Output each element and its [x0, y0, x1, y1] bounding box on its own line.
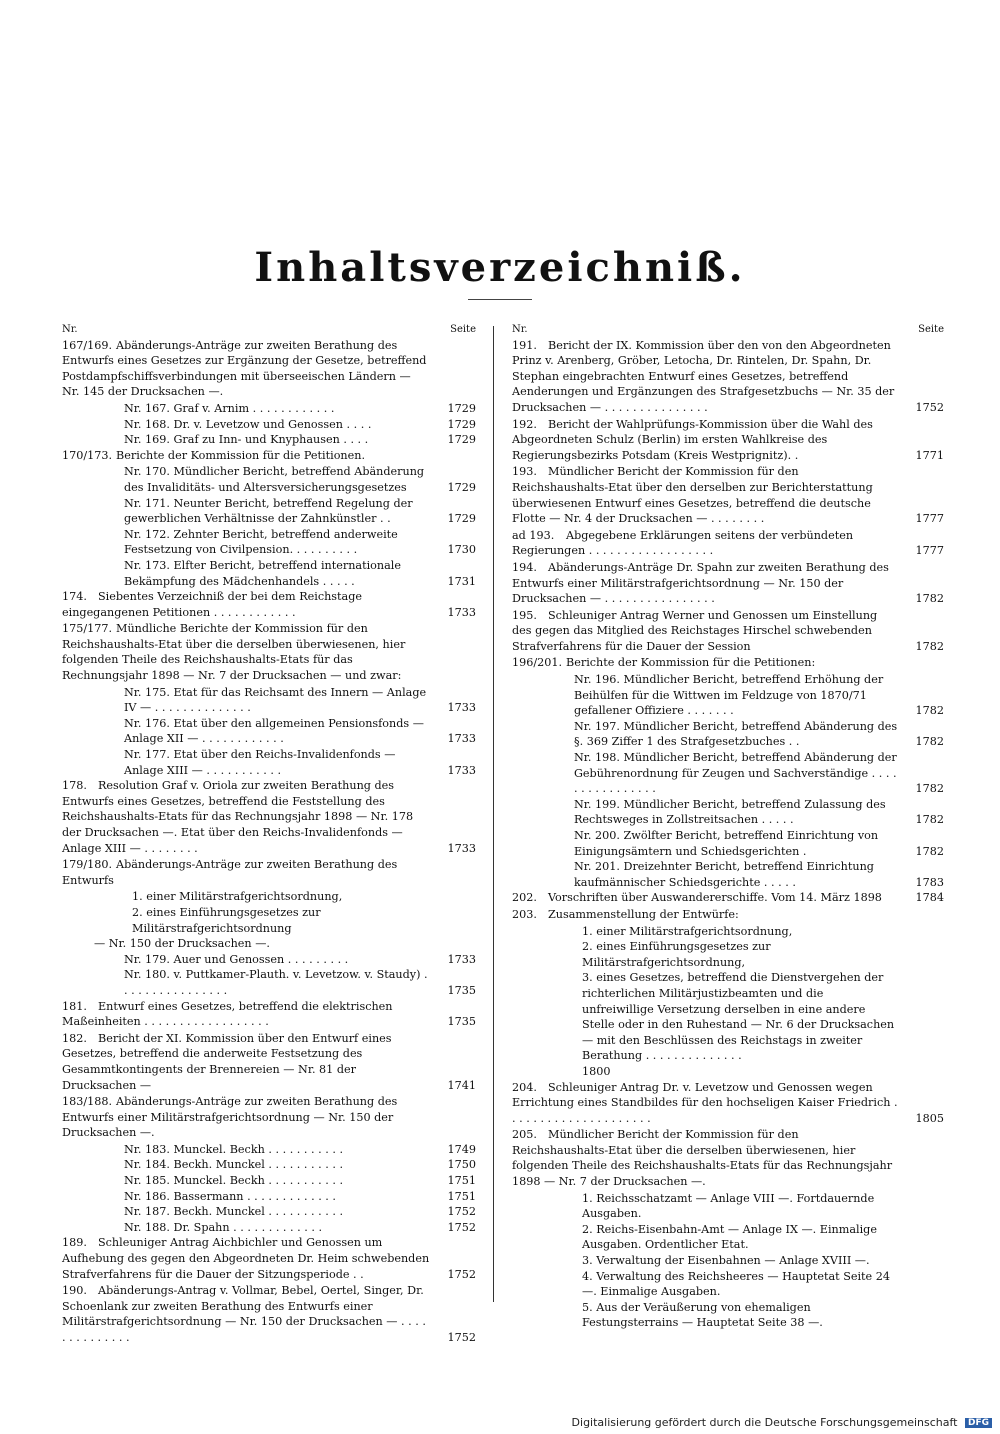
toc-sub-entry: [124, 432, 476, 448]
entry-text: 2. eines Einführungsgesetzes zur Militärstrafgerichtsordnung,: [582, 940, 771, 969]
entry-text: Bericht der Wahlprüfungs-Kommission über die Wahl des Abgeordneten Schulz (Berlin) im ersten Wahlkreise des Regierungsbezirks Potsdam (Kreis Westprignitz). .: [512, 417, 873, 462]
entry-text: Zusammenstellung der Entwürfe:: [548, 907, 739, 921]
toc-entry: [512, 528, 944, 559]
toc-sub-entry: [574, 719, 944, 750]
entry-page: 1771: [915, 448, 944, 462]
entry-text: Nr. 172. Zehnter Bericht, betreffend anderweite Festsetzung von Civilpension. . . . . . . . . .: [124, 527, 398, 557]
toc-entry: [62, 1094, 476, 1141]
toc-entry: [62, 1031, 476, 1093]
toc-entry: [62, 857, 476, 888]
entry-page: 1729: [447, 480, 476, 494]
entry-number: 167/169.: [62, 338, 113, 352]
toc-sub-entry: [124, 558, 476, 589]
entry-page: 1729: [447, 512, 476, 526]
entry-text: — Nr. 150 der Drucksachen —.: [94, 937, 270, 951]
entry-page: 1733: [447, 841, 476, 855]
entry-text: Schleuniger Antrag Werner und Genossen um Einstellung des gegen das Mitglied des Reichstages Hirschel schwebenden Strafverfahrens für die Dauer der Session: [512, 608, 878, 653]
entry-page: 1731: [447, 574, 476, 588]
entry-text: Nr. 171. Neunter Bericht, betreffend Regelung der gewerblichen Verhältnisse der Zahnkünstler . .: [124, 496, 413, 526]
entry-page: 1782: [915, 704, 944, 718]
entry-number: 181.: [62, 999, 87, 1013]
entry-page: 1784: [915, 891, 944, 905]
toc-sub-item: [582, 1253, 944, 1269]
entry-text: 1. einer Militärstrafgerichtsordnung,: [582, 924, 793, 938]
entry-text: Vorschriften über Auswandererschiffe. Vom 14. März 1898: [548, 891, 882, 905]
entry-text: Abänderungs-Anträge Dr. Spahn zur zweiten Berathung des Entwurfs einer Militärstrafgerichtsordnung — Nr. 150 der Drucksachen — . . . . . . . . . . . . . . . .: [512, 560, 889, 606]
toc-sub-entry: [124, 1189, 476, 1205]
toc-sub-item: [132, 889, 476, 905]
toc-sub-entry: [574, 797, 944, 828]
seite-header: Seite: [450, 324, 476, 335]
toc-entry: [62, 621, 476, 683]
entry-number: 205.: [512, 1128, 537, 1142]
entry-text: Nr. 173. Elfter Bericht, betreffend internationale Bekämpfung des Mädchenhandels . . . . .: [124, 558, 401, 588]
toc-sub-entry: [124, 1204, 476, 1220]
entry-text: Nr. 196. Mündlicher Bericht, betreffend Erhöhung der Beihülfen für die Wittwen im Feldzuge von 1870/71 gefallener Offiziere . . . . . . .: [574, 673, 884, 718]
entry-text: 1. einer Militärstrafgerichtsordnung,: [132, 890, 343, 904]
entry-text: Nr. 180. v. Puttkamer-Plauth. v. Levetzow. v. Staudy) . . . . . . . . . . . . . . . .: [124, 968, 428, 997]
entry-page: 1751: [447, 1189, 476, 1203]
toc-sub-entry: [124, 527, 476, 558]
entry-text: Nr. 185. Munckel. Beckh . . . . . . . . . . .: [124, 1174, 344, 1188]
toc-sub-item: [582, 939, 944, 970]
entry-number: 182.: [62, 1031, 87, 1045]
toc-entry: [512, 338, 944, 416]
toc-entry: [512, 907, 944, 923]
column-divider: [493, 326, 494, 1302]
entry-page: 1782: [915, 844, 944, 858]
entry-text: Nr. 176. Etat über den allgemeinen Pensionsfonds — Anlage XII — . . . . . . . . . . . .: [124, 716, 424, 746]
footer-credit: [572, 1416, 992, 1429]
entry-text: Bericht der XI. Kommission über den Entwurf eines Gesetzes, betreffend die anderweite Festsetzung des Gesammtkontingents der Brennereien — Nr. 81 der Drucksachen —: [62, 1031, 392, 1092]
entry-page: 1783: [915, 875, 944, 889]
title-divider: [468, 299, 532, 300]
entry-number: 175/177.: [62, 622, 113, 636]
toc-entry: [62, 589, 476, 620]
entry-text: Resolution Graf v. Oriola zur zweiten Berathung des Entwurfs eines Gesetzes, betreffend die Feststellung des Reichshaushalts-Etats für das Rechnungsjahr 1898 — Nr. 178 der Drucksachen —. Etat über den Reichs-Invalidenfonds — Anlage XIII — . . . . . . . .: [62, 779, 414, 855]
entry-number: 193.: [512, 465, 537, 479]
entry-text: Entwurf eines Gesetzes, betreffend die elektrischen Maßeinheiten . . . . . . . . . . . . . . . . . .: [62, 999, 393, 1029]
toc-entry: [512, 890, 944, 906]
entry-page: 1730: [447, 543, 476, 557]
entry-text: Nr. 201. Dreizehnter Bericht, betreffend Einrichtung kaufmännischer Schiedsgerichte . . . . .: [574, 860, 874, 889]
page-title: Inhaltsverzeichniß.: [254, 244, 746, 291]
toc-entry: [512, 1080, 944, 1127]
toc-sub-item: [582, 970, 944, 1079]
toc-sub-item: [582, 1300, 944, 1331]
toc-sub-entry: [94, 936, 476, 952]
toc-sub-entry: [124, 464, 476, 495]
toc-entry: [512, 464, 944, 526]
toc-sub-item: [582, 924, 944, 940]
entry-page: 1782: [915, 782, 944, 796]
entry-page: 1735: [447, 1015, 476, 1029]
entry-text: Abänderungs-Anträge zur zweiten Berathung des Entwurfs: [62, 858, 398, 887]
toc-entry: [512, 560, 944, 607]
entry-page: 1733: [447, 732, 476, 746]
entry-page: 1782: [915, 735, 944, 749]
entry-number: 174.: [62, 590, 87, 604]
entry-page: 1782: [915, 813, 944, 827]
entry-page: 1749: [447, 1142, 476, 1156]
entry-page: 1733: [447, 952, 476, 966]
entry-text: Nr. 170. Mündlicher Bericht, betreffend Abänderung des Invaliditäts- und Altersversicherungsgesetzes: [124, 465, 425, 494]
entry-text: 1. Reichsschatzamt — Anlage VIII —. Fortdauernde Ausgaben.: [582, 1191, 875, 1221]
toc-entry: [512, 1127, 944, 1189]
entry-number: 204.: [512, 1080, 537, 1094]
entry-number: 203.: [512, 907, 537, 921]
entry-page: 1733: [447, 701, 476, 715]
toc-entry: [512, 417, 944, 464]
toc-sub-entry: [574, 859, 944, 890]
toc-sub-item: [582, 1191, 944, 1222]
entry-number: 195.: [512, 608, 537, 622]
entry-text: Abänderungs-Anträge zur zweiten Berathung des Entwurfs einer Militärstrafgerichtsordnung — Nr. 150 der Drucksachen —.: [62, 1095, 398, 1140]
entry-number: 183/188.: [62, 1095, 113, 1109]
entry-page: 1752: [447, 1267, 476, 1281]
entry-number: 192.: [512, 417, 537, 431]
entry-text: 2. eines Einführungsgesetzes zur Militärstrafgerichtsordnung: [132, 905, 321, 935]
entry-page: 1805: [915, 1111, 944, 1125]
left-column: [62, 322, 476, 1347]
entry-text: 3. eines Gesetzes, betreffend die Dienstvergehen der richterlichen Militärjustizbeamten und die unfreiwillige Versetzung derselben in eine andere Stelle oder in den Ruhestand — Nr. 6 der Drucksachen — mit den Beschlüssen des Reichstags in zweiter Berathung . . . . . . . . . . . . . .: [582, 971, 895, 1063]
toc-entry: [62, 448, 476, 464]
entry-text: Schleuniger Antrag Dr. v. Levetzow und Genossen wegen Errichtung eines Standbildes für den hochseligen Kaiser Friedrich . . . . . . . . . . . . . . . . . . . . .: [512, 1080, 898, 1125]
entry-number: 191.: [512, 338, 537, 352]
entry-number: ad 193.: [512, 528, 555, 542]
entry-text: Nr. 186. Bassermann . . . . . . . . . . . . .: [124, 1189, 336, 1203]
right-column: [512, 322, 944, 1331]
entry-text: Mündliche Berichte der Kommission für den Reichshaushalts-Etat über die derselben überwiesenen, hier folgenden Theile des Reichshaushalts-Etats für das Rechnungsjahr 1898 — Nr. 7 der Drucksachen — und zwar:: [62, 622, 406, 683]
entry-number: 190.: [62, 1284, 87, 1298]
entry-text: 4. Verwaltung des Reichsheeres — Hauptetat Seite 24 —. Einmalige Ausgaben.: [582, 1269, 890, 1299]
entry-text: Mündlicher Bericht der Kommission für den Reichshaushalts-Etat über den derselben zur Berichterstattung überwiesenen Entwurf eines Gesetzes, betreffend die deutsche Flotte — Nr. 4 der Drucksachen — . . . . . . . .: [512, 465, 873, 526]
toc-entry: [512, 655, 944, 671]
entry-page: 1735: [447, 983, 476, 997]
left-column-header: [62, 322, 476, 338]
entry-page: 1777: [915, 512, 944, 526]
entry-page: 1729: [447, 433, 476, 447]
entry-number: 202.: [512, 891, 537, 905]
entry-number: 194.: [512, 560, 537, 574]
entry-text: Abgegebene Erklärungen seitens der verbündeten Regierungen . . . . . . . . . . . . . . . . . .: [512, 528, 854, 558]
entry-number: 189.: [62, 1236, 87, 1250]
toc-sub-entry: [124, 417, 476, 433]
entry-text: Nr. 167. Graf v. Arnim . . . . . . . . . . . .: [124, 401, 335, 415]
footer-text: Digitalisierung gefördert durch die Deutsche Forschungsgemeinschaft: [571, 1416, 958, 1429]
entry-number: 178.: [62, 779, 87, 793]
entry-text: Berichte der Kommission für die Petitionen:: [566, 656, 816, 670]
entry-page: 1752: [447, 1331, 476, 1344]
entry-text: Nr. 200. Zwölfter Bericht, betreffend Einrichtung von Einigungsämtern und Schiedsgerichten .: [574, 829, 879, 858]
toc-entry: [512, 608, 944, 655]
seite-header: Seite: [918, 324, 944, 335]
toc-sub-entry: [124, 1173, 476, 1189]
entry-text: Nr. 175. Etat für das Reichsamt des Innern — Anlage IV — . . . . . . . . . . . . . .: [124, 685, 427, 715]
entry-page: 1750: [447, 1158, 476, 1172]
toc-sub-item: [582, 1269, 944, 1300]
entry-page: 1729: [447, 401, 476, 415]
entry-page: 1752: [447, 1220, 476, 1234]
entry-number: 196/201.: [512, 656, 563, 670]
toc-sub-item: [582, 1222, 944, 1253]
toc-sub-entry: [124, 685, 476, 716]
toc-sub-entry: [574, 672, 944, 719]
toc-sub-entry: [124, 716, 476, 747]
nr-header: Nr.: [512, 324, 528, 335]
entry-page: 1800: [582, 1064, 611, 1078]
entry-text: Nr. 184. Beckh. Munckel . . . . . . . . . . .: [124, 1158, 344, 1172]
toc-sub-entry: [124, 496, 476, 527]
entry-page: 1782: [915, 592, 944, 606]
toc-entry: [62, 1283, 476, 1345]
toc-entry: [62, 778, 476, 856]
toc-sub-item: [132, 905, 476, 936]
entry-text: Nr. 187. Beckh. Munckel . . . . . . . . . . .: [124, 1205, 344, 1219]
entry-text: Mündlicher Bericht der Kommission für den Reichshaushalts-Etat über die derselben überwiesenen, hier folgenden Theile des Reichshaushalts-Etats für das Rechnungsjahr 1898 — Nr. 7 der Drucksachen —.: [512, 1128, 893, 1189]
entry-text: Berichte der Kommission für die Petitionen.: [116, 448, 366, 462]
entry-text: Nr. 197. Mündlicher Bericht, betreffend Abänderung des §. 369 Ziffer 1 des Strafgesetzbuches . .: [574, 719, 898, 749]
nr-header: Nr.: [62, 324, 78, 335]
entry-text: Schleuniger Antrag Aichbichler und Genossen um Aufhebung des gegen den Abgeordneten Dr. Heim schwebenden Strafverfahrens für die Dauer der Sitzungsperiode . .: [62, 1236, 430, 1281]
entry-number: 170/173.: [62, 448, 113, 462]
toc-sub-entry: [124, 401, 476, 417]
entry-page: 1729: [447, 417, 476, 431]
toc-entry: [62, 999, 476, 1030]
toc-sub-entry: [124, 1220, 476, 1236]
toc-sub-entry: [574, 828, 944, 859]
entry-text: 3. Verwaltung der Eisenbahnen — Anlage XVIII —.: [582, 1254, 870, 1268]
entry-page: 1777: [915, 544, 944, 558]
toc-entry: [62, 1235, 476, 1282]
entry-text: Bericht der IX. Kommission über den von den Abgeordneten Prinz v. Arenberg, Gröber, Letocha, Dr. Rintelen, Dr. Spahn, Dr. Stephan eingebrachten Entwurf eines Gesetzes, betreffend Aenderungen und Ergänzungen des Strafgesetzbuchs — Nr. 35 der Drucksachen — . . . . . . . . . . . . . . .: [512, 338, 895, 414]
toc-sub-entry: [124, 747, 476, 778]
toc-sub-entry: [124, 967, 476, 998]
entry-text: Nr. 168. Dr. v. Levetzow und Genossen . . . .: [124, 417, 372, 431]
right-column-header: [512, 322, 944, 338]
entry-text: 5. Aus der Veräußerung von ehemaligen Festungsterrains — Hauptetat Seite 38 —.: [582, 1300, 823, 1330]
toc-sub-entry: [124, 1142, 476, 1158]
entry-text: Siebentes Verzeichniß der bei dem Reichstage eingegangenen Petitionen . . . . . . . . . . . .: [62, 590, 362, 619]
entry-text: Nr. 199. Mündlicher Bericht, betreffend Zulassung des Rechtsweges in Zollstreitsachen . . . . .: [574, 797, 886, 827]
entry-text: Nr. 183. Munckel. Beckh . . . . . . . . . . .: [124, 1142, 344, 1156]
entry-text: Nr. 169. Graf zu Inn- und Knyphausen . . . .: [124, 433, 369, 447]
entry-text: Nr. 179. Auer und Genossen . . . . . . . . .: [124, 952, 349, 966]
entry-page: 1751: [447, 1174, 476, 1188]
entry-text: 2. Reichs-Eisenbahn-Amt — Anlage IX —. Einmalige Ausgaben. Ordentlicher Etat.: [582, 1222, 877, 1252]
entry-page: 1741: [447, 1078, 476, 1092]
entry-text: Nr. 198. Mündlicher Bericht, betreffend Abänderung der Gebührenordnung für Zeugen und Sachverständige . . . . . . . . . . . . . . . .: [574, 751, 897, 796]
toc-sub-entry: [124, 1157, 476, 1173]
toc-sub-entry: [124, 952, 476, 968]
toc-sub-entry: [574, 750, 944, 797]
entry-page: 1752: [447, 1205, 476, 1219]
toc-entry: [62, 338, 476, 400]
entry-number: 179/180.: [62, 858, 113, 872]
entry-text: Abänderungs-Anträge zur zweiten Berathung des Entwurfs eines Gesetzes zur Ergänzung der Gesetze, betreffend Postdampfschiffsverbindungen mit überseeischen Ländern — Nr. 145 der Drucksachen —.: [62, 338, 427, 399]
dfg-logo: DFG: [965, 1418, 992, 1428]
entry-text: Nr. 188. Dr. Spahn . . . . . . . . . . . . .: [124, 1220, 323, 1234]
entry-page: 1733: [447, 763, 476, 777]
entry-text: Nr. 177. Etat über den Reichs-Invalidenfonds — Anlage XIII — . . . . . . . . . . .: [124, 748, 396, 777]
entry-page: 1752: [915, 400, 944, 414]
entry-text: Abänderungs-Antrag v. Vollmar, Bebel, Oertel, Singer, Dr. Schoenlank zur zweiten Berathung des Entwurfs einer Militärstrafgerichtsordnung — Nr. 150 der Drucksachen — . . . . . . . . . . . . . .: [62, 1284, 426, 1344]
entry-page: 1782: [915, 639, 944, 653]
entry-page: 1733: [447, 605, 476, 619]
